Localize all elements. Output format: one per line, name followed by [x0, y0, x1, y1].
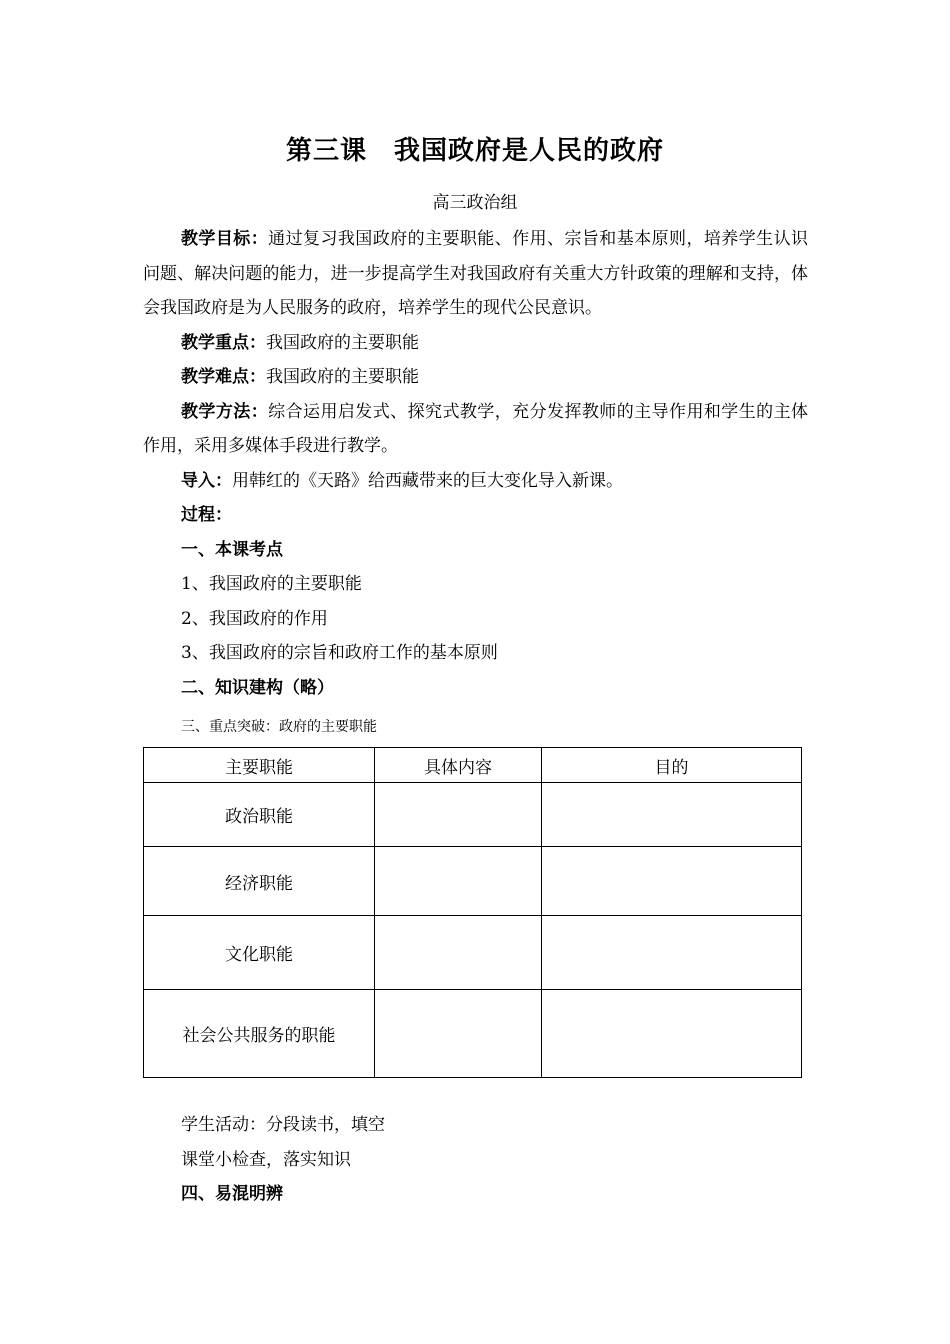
section1-item-2: 2、我国政府的作用: [181, 608, 328, 629]
intro-line: [143, 464, 808, 499]
document-body: [143, 222, 808, 705]
functions-table: [143, 747, 802, 1078]
table-header-cell: 目的: [542, 748, 802, 783]
table-cell-function: 经济职能: [144, 847, 375, 916]
key-point-text: 我国政府的主要职能: [266, 332, 419, 353]
table-cell-purpose: [542, 916, 802, 990]
process-label: 过程：: [181, 505, 232, 525]
section1-item-1: 1、我国政府的主要职能: [181, 574, 362, 594]
table-cell-content: [375, 916, 542, 990]
table-cell-purpose: [542, 783, 802, 847]
objectives-label: 教学目标：: [181, 229, 269, 249]
section3-heading: 三、重点突破：政府的主要职能: [181, 719, 377, 735]
table-header-cell: 具体内容: [375, 748, 542, 783]
page-subtitle: 高三政治组: [432, 193, 518, 213]
table-row: [144, 916, 802, 990]
page-title: 第三课 我国政府是人民的政府: [285, 136, 664, 166]
table-cell-content: [375, 783, 542, 847]
table-header-cell: 主要职能: [144, 748, 375, 783]
method-text: 综合运用启发式、探究式教学，充分发挥教师的主导作用和学生的主体作用，采用多媒体手段进行教学。: [143, 401, 809, 456]
method-paragraph: [143, 395, 808, 464]
table-cell-purpose: [542, 990, 802, 1078]
objectives-paragraph: [143, 222, 808, 326]
difficulty-line: [143, 360, 808, 395]
table-header-row: [144, 748, 802, 783]
after-table-section: [181, 1108, 385, 1212]
difficulty-label: 教学难点：: [181, 367, 266, 387]
method-label: 教学方法：: [181, 401, 269, 422]
table-cell-function: 社会公共服务的职能: [144, 990, 375, 1078]
student-activity-line: 学生活动：分段读书，填空: [181, 1115, 385, 1135]
class-check-line: 课堂小检查，落实知识: [181, 1149, 351, 1170]
difficulty-text: 我国政府的主要职能: [266, 367, 419, 387]
table-cell-function: 文化职能: [144, 916, 375, 990]
table-cell-function: 政治职能: [144, 783, 375, 847]
key-point-label: 教学重点：: [181, 332, 266, 353]
table-row: [144, 990, 802, 1078]
table-cell-purpose: [542, 847, 802, 916]
table-row: [144, 783, 802, 847]
table-cell-content: [375, 847, 542, 916]
table-cell-content: [375, 990, 542, 1078]
section2-heading: 二、知识建构（略）: [181, 677, 334, 698]
key-point-line: [143, 326, 808, 361]
table-row: [144, 847, 802, 916]
intro-text: 用韩红的《天路》给西藏带来的巨大变化导入新课。: [232, 470, 623, 491]
section1-item-3: 3、我国政府的宗旨和政府工作的基本原则: [181, 643, 498, 663]
objectives-text: 通过复习我国政府的主要职能、作用、宗旨和基本原则，培养学生认识问题、解决问题的能力，进一步提高学生对我国政府有关重大方针政策的理解和支持，体会我国政府是为人民服务的政府，培养学生的现代公民意识。: [143, 229, 809, 318]
section4-heading: 四、易混明辨: [181, 1184, 283, 1204]
section1-heading: 一、本课考点: [181, 539, 283, 560]
intro-label: 导入：: [181, 470, 232, 491]
